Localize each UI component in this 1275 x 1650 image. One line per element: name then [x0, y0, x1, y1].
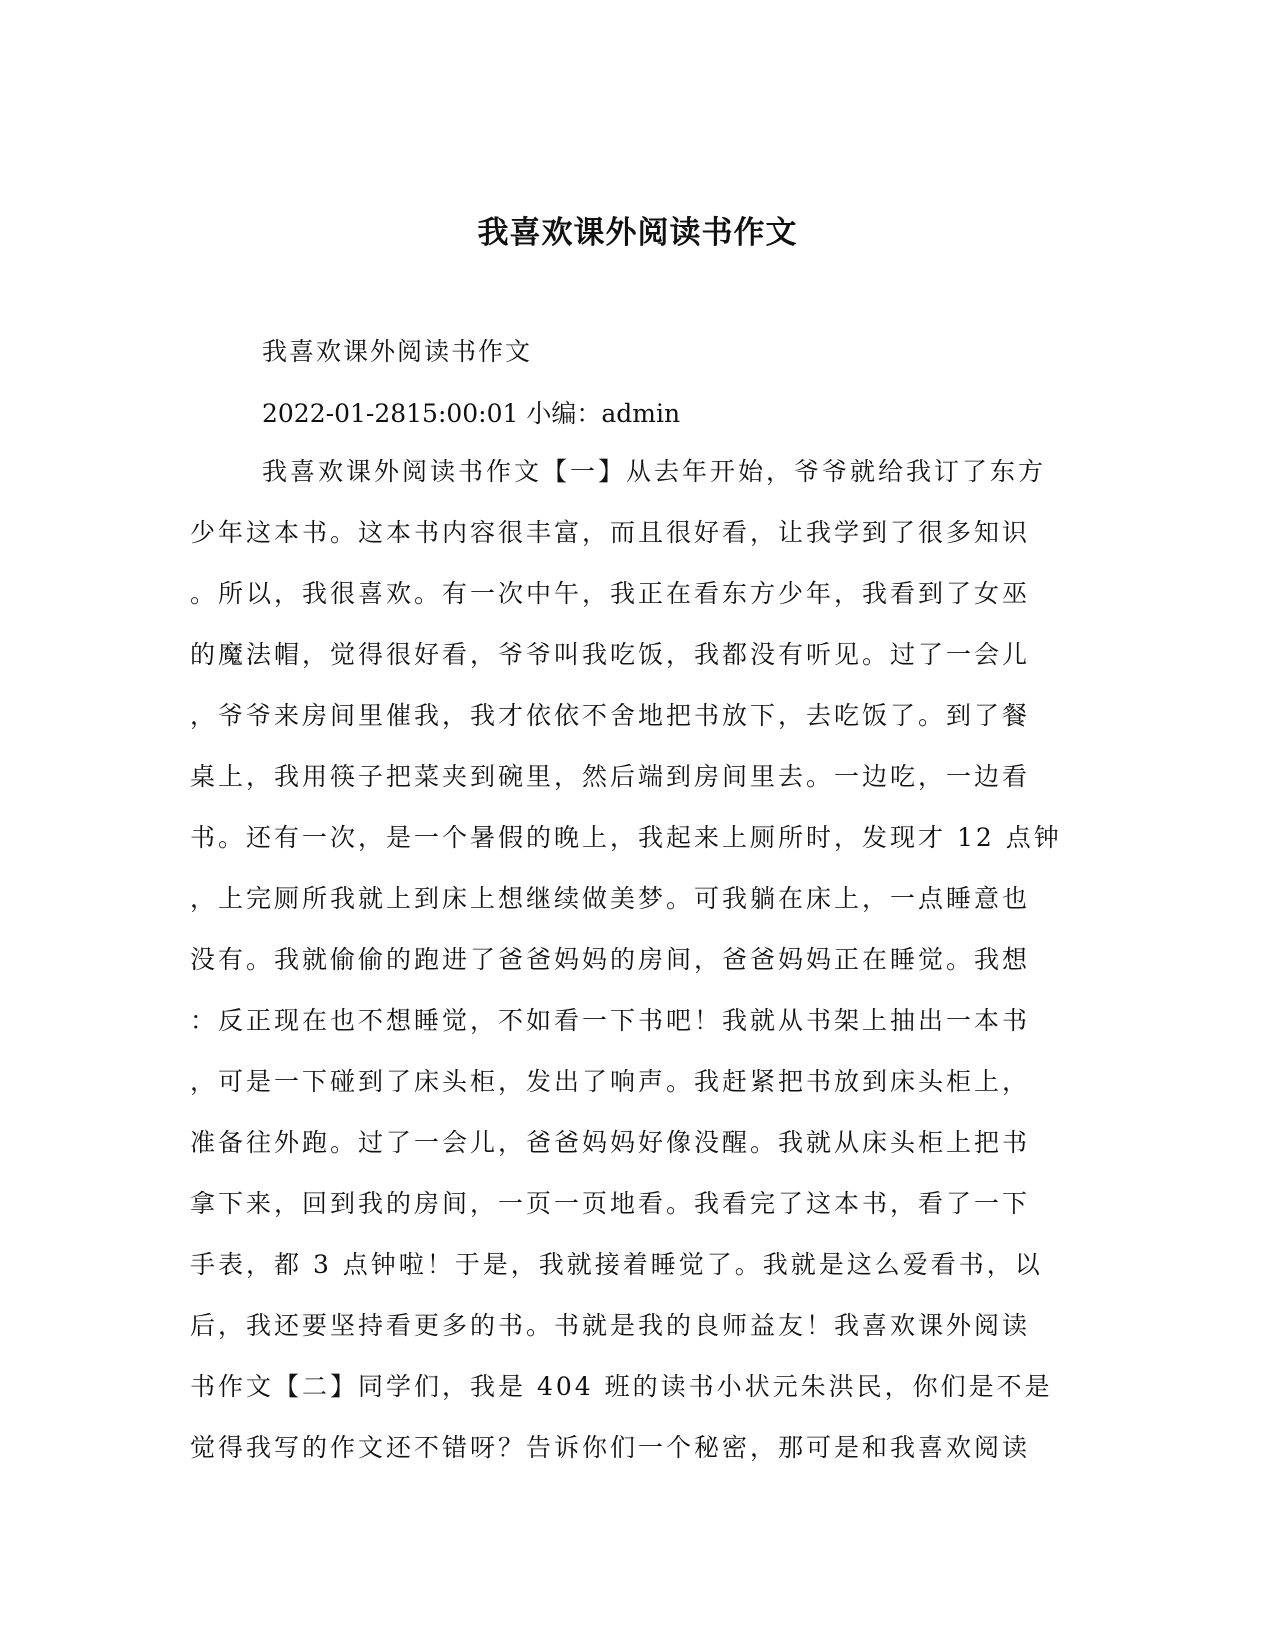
body-line: 后，我还要坚持看更多的书。书就是我的良师益友！我喜欢课外阅读 — [190, 1311, 1031, 1340]
body-line: 书作文【二】同学们，我是 404 班的读书小状元朱洪民，你们是不是 — [190, 1372, 1053, 1401]
body-line: 书。还有一次，是一个暑假的晚上，我起来上厕所时，发现才 12 点钟 — [190, 823, 1062, 852]
body-line: 的魔法帽，觉得很好看，爷爷叫我吃饭，我都没有听见。过了一会儿 — [190, 640, 1031, 669]
body-line: 少年这本书。这本书内容很丰富，而且很好看，让我学到了很多知识 — [190, 518, 1031, 547]
document-body — [190, 452, 1090, 1489]
body-line: 觉得我写的作文还不错呀？告诉你们一个秘密，那可是和我喜欢阅读 — [190, 1433, 1031, 1462]
body-line: ，爷爷来房间里催我，我才依依不舍地把书放下，去吃饭了。到了餐 — [190, 701, 1031, 730]
body-line: 手表，都 3 点钟啦！于是，我就接着睡觉了。我就是这么爱看书，以 — [190, 1250, 1043, 1279]
document-title: 我喜欢课外阅读书作文 — [477, 215, 798, 251]
body-line: 桌上，我用筷子把菜夹到碗里，然后端到房间里去。一边吃，一边看 — [190, 762, 1031, 791]
body-line: ，上完厕所我就上到床上想继续做美梦。可我躺在床上，一点睡意也 — [190, 884, 1031, 913]
body-line: ，可是一下碰到了床头柜，发出了响声。我赶紧把书放到床头柜上， — [190, 1067, 1031, 1096]
body-line: 。所以，我很喜欢。有一次中午，我正在看东方少年，我看到了女巫 — [190, 579, 1031, 608]
body-line: 我喜欢课外阅读书作文【一】从去年开始，爷爷就给我订了东方 — [262, 457, 1047, 486]
body-line: ：反正现在也不想睡觉，不如看一下书吧！我就从书架上抽出一本书 — [190, 1006, 1031, 1035]
body-line: 准备往外跑。过了一会儿，爸爸妈妈好像没醒。我就从床头柜上把书 — [190, 1128, 1031, 1157]
body-line: 没有。我就偷偷的跑进了爸爸妈妈的房间，爸爸妈妈正在睡觉。我想 — [190, 945, 1031, 974]
document-subtitle: 我喜欢课外阅读书作文 — [262, 337, 533, 366]
body-line: 拿下来，回到我的房间，一页一页地看。我看完了这本书，看了一下 — [190, 1189, 1031, 1218]
document-meta: 2022-01-2815:00:01 小编：admin — [262, 399, 681, 428]
